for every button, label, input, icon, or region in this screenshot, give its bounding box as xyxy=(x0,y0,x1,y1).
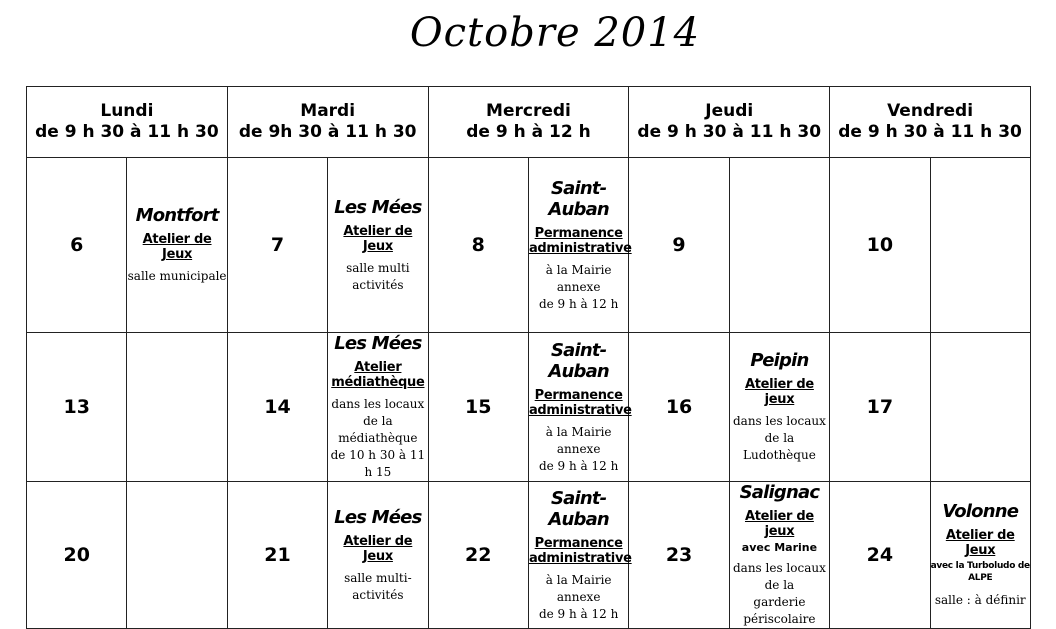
event-detail: salle multi-activités xyxy=(344,570,412,602)
event-note: avec Marine xyxy=(741,541,818,554)
day-event-empty xyxy=(729,158,829,333)
event-note: avec la Turboludo de ALPE xyxy=(930,561,1030,583)
event-details xyxy=(529,262,628,313)
day-hours: de 9 h 30 à 11 h 30 xyxy=(637,122,822,142)
day-number: 9 xyxy=(629,158,729,333)
event-place: Les Mées xyxy=(334,196,422,218)
event-details xyxy=(730,413,829,464)
event-place: Saint-Auban xyxy=(548,339,609,382)
event-activity xyxy=(528,535,632,566)
activity-line: Permanence xyxy=(534,387,623,403)
day-number: 7 xyxy=(227,158,327,333)
activity-line: Atelier xyxy=(354,360,402,375)
activity-line: Permanence xyxy=(534,225,623,241)
day-event xyxy=(930,482,1030,629)
day-number: 24 xyxy=(830,482,930,629)
day-number: 13 xyxy=(27,333,127,482)
activity-line: administrative xyxy=(528,402,632,418)
day-hours: de 9 h 30 à 11 h 30 xyxy=(35,122,219,142)
day-event xyxy=(528,482,632,629)
activity-line: Permanence xyxy=(534,535,623,551)
week-row xyxy=(27,333,1031,482)
day-event xyxy=(328,482,428,629)
day-event xyxy=(729,333,829,482)
event-detail: de 9 h à 12 h xyxy=(538,296,619,311)
event-detail: de la médiathèque xyxy=(338,414,418,445)
day-number: 22 xyxy=(428,482,528,629)
event-detail: de 9 h à 12 h xyxy=(538,606,619,621)
event-detail: à la Mairie annexe xyxy=(545,424,612,456)
header-jeudi xyxy=(629,87,830,158)
header-mardi xyxy=(227,87,428,158)
event-activity xyxy=(528,225,632,256)
day-hours: de 9 h 30 à 11 h 30 xyxy=(838,122,1022,142)
event-detail: salle multi activités xyxy=(346,260,410,292)
day-event xyxy=(528,158,632,333)
day-number: 8 xyxy=(428,158,528,333)
event-activity: Atelier de Jeux xyxy=(343,223,413,254)
event-activity: Atelier de jeux xyxy=(744,509,814,539)
activity-line: administrative xyxy=(528,240,632,256)
event-activity: Atelier de jeux xyxy=(744,377,814,407)
day-event-empty xyxy=(930,158,1030,333)
event-details xyxy=(328,396,427,481)
event-activity: Atelier de Jeux xyxy=(142,232,212,262)
event-details xyxy=(730,560,829,628)
day-name: Jeudi xyxy=(705,101,754,121)
event-activity xyxy=(328,360,427,390)
event-detail: garderie périscolaire xyxy=(743,595,816,626)
header-row xyxy=(27,87,1031,158)
day-hours: de 9h 30 à 11 h 30 xyxy=(238,122,417,142)
day-event-empty xyxy=(930,333,1030,482)
event-place: Montfort xyxy=(135,205,219,226)
day-number: 16 xyxy=(629,333,729,482)
event-place: Saint-Auban xyxy=(548,487,609,530)
day-event xyxy=(729,482,829,629)
event-details xyxy=(529,572,628,623)
event-detail: de 10 h 30 à 11 h 15 xyxy=(330,448,426,479)
day-event xyxy=(528,333,632,482)
day-number: 15 xyxy=(428,333,528,482)
event-place: Salignac xyxy=(739,482,820,503)
day-event xyxy=(328,333,428,482)
event-detail: salle : à définir xyxy=(934,593,1026,607)
page-title: Octobre 2014 xyxy=(409,10,701,56)
activity-line: administrative xyxy=(528,550,632,566)
activity-line: médiathèque xyxy=(331,375,425,390)
event-activity xyxy=(528,387,632,418)
day-event xyxy=(328,158,428,333)
event-place: Les Mées xyxy=(334,333,422,354)
event-detail: de 9 h à 12 h xyxy=(538,458,619,473)
day-number: 17 xyxy=(830,333,930,482)
event-place: Peipin xyxy=(750,350,809,371)
event-details xyxy=(529,424,628,475)
event-place: Saint-Auban xyxy=(548,177,609,220)
event-detail: salle municipale xyxy=(127,269,227,283)
day-number: 23 xyxy=(629,482,729,629)
day-event-empty xyxy=(127,333,227,482)
event-activity: Atelier de Jeux xyxy=(343,533,413,564)
event-detail: à la Mairie annexe xyxy=(545,262,612,294)
day-name: Lundi xyxy=(100,101,154,121)
day-number: 10 xyxy=(830,158,930,333)
day-number: 14 xyxy=(227,333,327,482)
event-activity: Atelier de Jeux xyxy=(945,528,1015,558)
calendar-table xyxy=(26,86,1031,629)
day-number: 20 xyxy=(27,482,127,629)
day-number: 6 xyxy=(27,158,127,333)
day-name: Mercredi xyxy=(486,101,571,121)
day-name: Vendredi xyxy=(887,101,974,121)
event-detail: dans les locaux de la xyxy=(732,561,826,592)
week-row xyxy=(27,482,1031,629)
event-place: Les Mées xyxy=(334,506,422,528)
event-place: Volonne xyxy=(942,501,1019,522)
event-detail: dans les locaux xyxy=(331,397,425,411)
day-number: 21 xyxy=(227,482,327,629)
header-lundi xyxy=(27,87,228,158)
day-event-empty xyxy=(127,482,227,629)
day-hours: de 9 h à 12 h xyxy=(466,122,591,142)
event-detail: de la Ludothèque xyxy=(743,431,816,462)
week-row xyxy=(27,158,1031,333)
event-detail: dans les locaux xyxy=(732,414,826,428)
header-mercredi xyxy=(428,87,629,158)
day-name: Mardi xyxy=(300,101,356,121)
day-event xyxy=(127,158,227,333)
header-vendredi xyxy=(830,87,1031,158)
event-detail: à la Mairie annexe xyxy=(545,572,612,604)
